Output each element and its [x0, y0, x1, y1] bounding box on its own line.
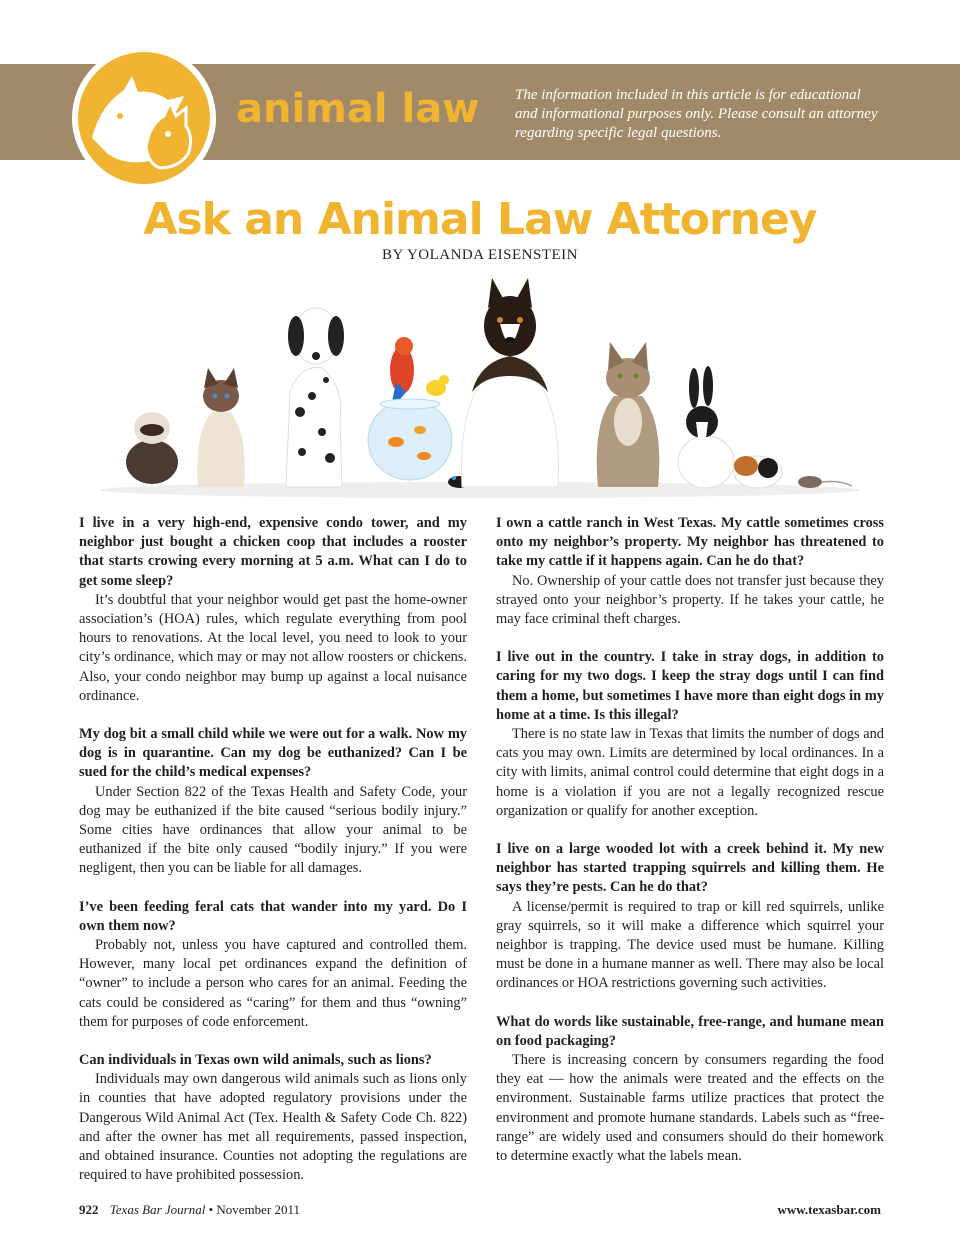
qa-item	[496, 514, 884, 629]
question: Can individuals in Texas own wild animals, such as lions?	[79, 1052, 432, 1069]
answer: No. Ownership of your cattle does not transfer just because they strayed onto your neighbor’s property. If he takes your cattle, he may face criminal theft charges.	[496, 572, 884, 628]
page-number: 922	[79, 1202, 99, 1217]
goldfish-bowl-figure	[368, 399, 452, 480]
answer: A license/permit is required to trap or kill red squirrels, unlike gray squirrels, so it will make a difference which squirrel your neighbor is trapping. The device used must be humane. Killing must be done in a humane manner as well. There may also be local ordinances or HOA restrictions governing such activities.	[496, 898, 884, 992]
answer: It’s doubtful that your neighbor would get past the home-owner association’s (HOA) rules, which regulate everything from pool hours to renovations. At the local level, you need to look to your city’s ordinance, which may or may not allow roosters or chickens. Also, your condo neighbor may bump up against a local nuisance ordinance.	[79, 591, 467, 704]
dalmatian-figure	[286, 308, 344, 487]
question: I’ve been feeding feral cats that wander into my yard. Do I own them now?	[79, 898, 467, 934]
siamese-cat-figure	[197, 368, 244, 487]
qa-item	[79, 898, 467, 1032]
page-footer	[79, 1202, 300, 1218]
question: I live out in the country. I take in stray dogs, in addition to caring for my two dogs. I keep the stray dogs until I can find them a home, but sometimes I have more than eight dogs in my home at a time. Is this illegal?	[496, 649, 884, 723]
answer: There is increasing concern by consumers regarding the food they eat — how the animals were treated and the effects on the environment. Sustainable farms utilize practices that protect the environment and promote humane standards. Labels such as “free-range” are widely used and consumers should do their homework to determine exactly what the labels mean.	[496, 1052, 884, 1165]
question: My dog bit a small child while we were out for a walk. Now my dog is in quarantine. Can my dog be euthanized? Can I be sued for the child’s medical expenses?	[79, 726, 467, 781]
article-headline: Ask an Animal Law Attorney	[143, 194, 817, 245]
canary-figure	[426, 375, 449, 396]
question: I live in a very high-end, expensive condo tower, and my neighbor just bought a chicken coop that includes a rooster that starts crowing every morning at 5 a.m. What can I do to get some sleep?	[79, 515, 467, 589]
answer: Individuals may own dangerous wild animals such as lions only in counties that have adopted regulatory provisions under the Dangerous Wild Animal Act (Tex. Health & Safety Code Ch. 822) and after the owner has met all requirements, passed inspection, and obtained insurance. Counties not adopting the regulations are required to have prohibited possession.	[79, 1071, 467, 1184]
article-column-right	[496, 514, 884, 1185]
qa-item	[79, 514, 467, 706]
collie-figure	[462, 278, 559, 487]
question: I live on a large wooded lot with a creek behind it. My new neighbor has started trapping squirrels and killing them. He says they’re pests. Can he do that?	[496, 841, 884, 896]
website-link[interactable]: www.texasbar.com	[777, 1202, 881, 1217]
article-byline: BY YOLANDA EISENSTEIN	[381, 247, 579, 263]
rabbit-figure	[678, 366, 734, 488]
section-logo	[72, 46, 216, 190]
section-title: animal law	[236, 86, 480, 132]
qa-item	[496, 1013, 884, 1167]
question: What do words like sustainable, free-range, and humane mean on food packaging?	[496, 1013, 884, 1049]
answer: Probably not, unless you have captured and controlled them. However, many local pet ordinances expand the definition of “owner” to include a person who cares for an animal. Feeding the cats could be considered as “caring” for them and thus “owning” them for purposes of code enforcement.	[79, 937, 467, 1030]
article-column-left	[79, 514, 467, 1205]
qa-item	[79, 725, 467, 879]
answer: Under Section 822 of the Texas Health and Safety Code, your dog may be euthanized if the bite caused “serious bodily injury.” Some cities have ordinances that allow your animal to be euthanized if the bite only caused “bodily injury.” If you were negligent, then you can be liable for all damages.	[79, 783, 467, 877]
tabby-cat-figure	[597, 342, 660, 487]
mouse-figure	[798, 476, 852, 488]
question: I own a cattle ranch in West Texas. My cattle sometimes cross onto my neighbor’s property. My neighbor has threatened to take my cattle if it happens again. Can he do that?	[496, 515, 884, 570]
guinea-pig-figure	[734, 456, 782, 488]
disclaimer-text: The information included in this article is for educational and informational purposes only. Please consult an attorney regarding specific legal questions.	[515, 87, 878, 141]
journal-name: Texas Bar Journal	[109, 1202, 206, 1217]
qa-item	[496, 648, 884, 821]
dog-and-cat-silhouette-icon	[72, 46, 216, 190]
issue-date: November 2011	[216, 1202, 301, 1217]
answer: There is no state law in Texas that limits the number of dogs and cats you may own. Limits are determined by local ordinances. In a city with limits, animal control could determine that eight dogs in a home is a violation if you are not a legally recognized rescue organization or qualify for another exception.	[496, 726, 884, 819]
ferret-figure	[126, 412, 178, 484]
animals-photo	[90, 272, 870, 502]
qa-item	[79, 1051, 467, 1185]
qa-item	[496, 840, 884, 994]
footer-separator: •	[208, 1202, 214, 1217]
